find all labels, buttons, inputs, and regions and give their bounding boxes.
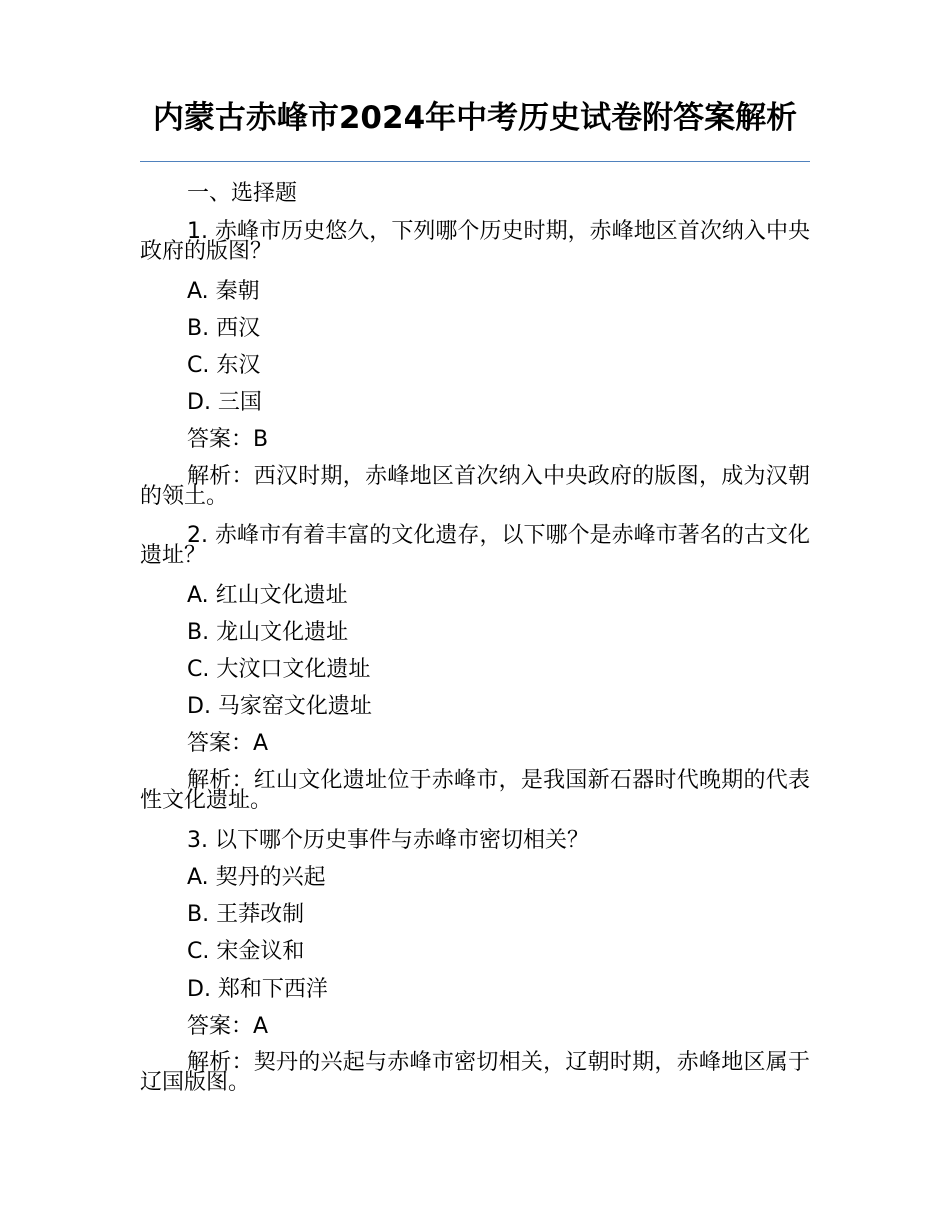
question-2-option-d: D. 马家窑文化遗址 <box>187 694 372 719</box>
question-1-option-c: C. 东汉 <box>187 353 261 378</box>
question-2-option-a: A. 红山文化遗址 <box>187 583 348 608</box>
section-heading: 一、选择题 <box>187 181 298 206</box>
document-title: 内蒙古赤峰市2024年中考历史试卷附答案解析 <box>152 100 798 136</box>
question-3-answer: 答案：A <box>187 1014 269 1039</box>
question-3-option-d: D. 郑和下西洋 <box>187 977 328 1002</box>
question-1-option-d: D. 三国 <box>187 390 262 415</box>
question-2-answer: 答案：A <box>187 731 269 756</box>
title-underline <box>140 161 810 162</box>
question-3-stem: 3. 以下哪个历史事件与赤峰市密切相关？ <box>187 828 589 853</box>
question-1-answer: 答案：B <box>187 427 269 452</box>
question-3-option-a: A. 契丹的兴起 <box>187 865 326 890</box>
question-3-option-c: C. 宋金议和 <box>187 939 305 964</box>
question-3-explanation: 解析：契丹的兴起与赤峰市密切相关，辽朝时期，赤峰地区属于辽国版图。 <box>140 1050 810 1095</box>
question-2-option-c: C. 大汶口文化遗址 <box>187 657 371 682</box>
question-2-explanation: 解析：红山文化遗址位于赤峰市，是我国新石器时代晚期的代表性文化遗址。 <box>140 768 810 813</box>
question-2-stem: 2. 赤峰市有着丰富的文化遗存，以下哪个是赤峰市著名的古文化遗址？ <box>140 523 810 568</box>
question-1-option-a: A. 秦朝 <box>187 279 260 304</box>
question-1-stem: 1. 赤峰市历史悠久，下列哪个历史时期，赤峰地区首次纳入中央政府的版图？ <box>140 219 810 264</box>
question-3-option-b: B. 王莽改制 <box>187 902 305 927</box>
question-1-option-b: B. 西汉 <box>187 316 261 341</box>
question-1-explanation: 解析：西汉时期，赤峰地区首次纳入中央政府的版图，成为汉朝的领土。 <box>140 464 810 509</box>
question-2-option-b: B. 龙山文化遗址 <box>187 620 349 645</box>
